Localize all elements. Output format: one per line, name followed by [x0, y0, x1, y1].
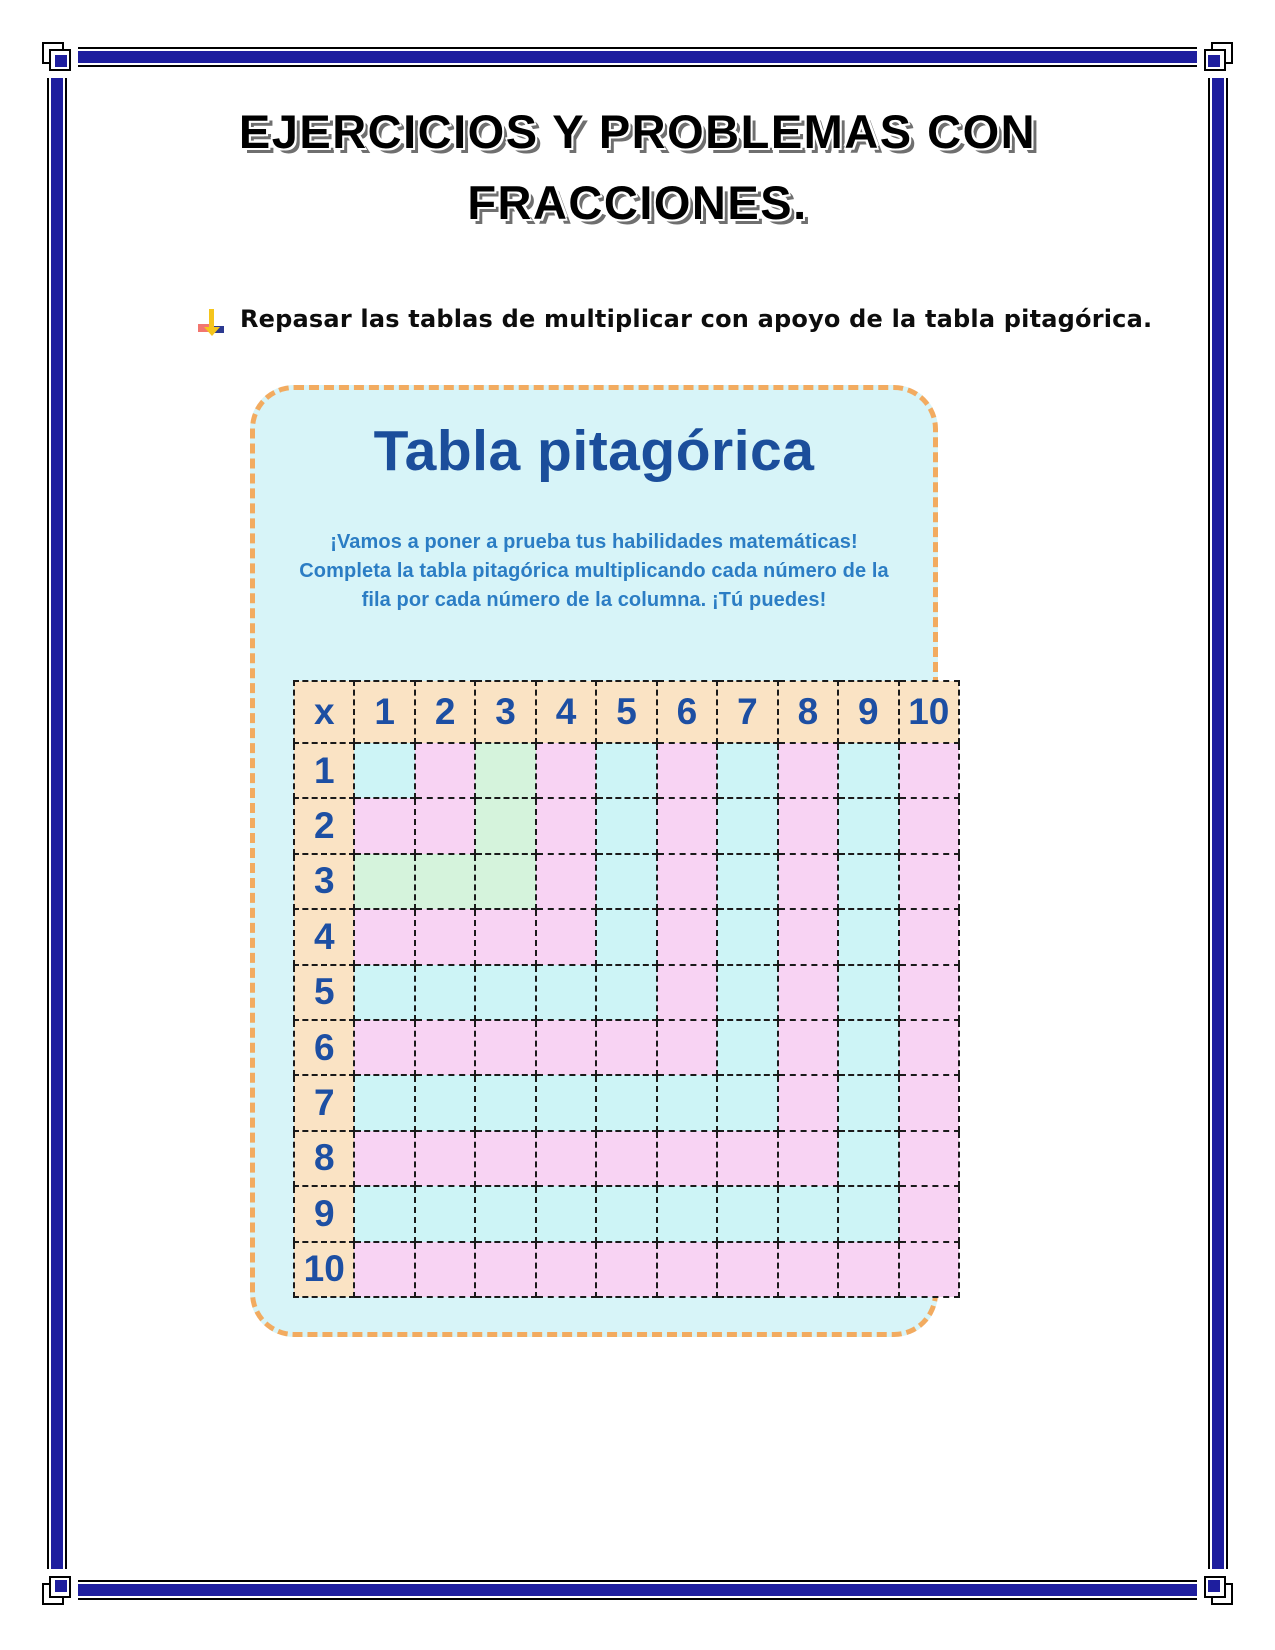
grid-cell [778, 1075, 838, 1130]
grid-cell [778, 743, 838, 798]
grid-cell [536, 743, 596, 798]
grid-cell [354, 854, 414, 909]
grid-cell [657, 1242, 717, 1297]
table-header-cell: 5 [596, 681, 656, 743]
grid-cell [778, 1242, 838, 1297]
grid-cell [657, 743, 717, 798]
table-header-cell: x [294, 681, 354, 743]
page-border-left [47, 78, 67, 1569]
grid-cell [778, 854, 838, 909]
grid-cell [899, 798, 959, 853]
grid-cell [354, 1242, 414, 1297]
grid-cell [475, 1186, 535, 1241]
table-row [294, 1242, 959, 1297]
grid-cell [415, 1075, 475, 1130]
table-header-cell: 7 [294, 1075, 354, 1130]
grid-cell [657, 909, 717, 964]
grid-cell [354, 1186, 414, 1241]
grid-cell [899, 1186, 959, 1241]
grid-cell [899, 854, 959, 909]
grid-cell [415, 743, 475, 798]
table-header-cell: 8 [778, 681, 838, 743]
grid-cell [596, 798, 656, 853]
grid-cell [415, 909, 475, 964]
grid-cell [596, 1242, 656, 1297]
grid-cell [899, 743, 959, 798]
grid-cell [475, 798, 535, 853]
grid-cell [657, 1186, 717, 1241]
table-row [294, 743, 959, 798]
frame-corner-ornament [1199, 42, 1233, 76]
grid-cell [536, 1242, 596, 1297]
grid-cell [596, 854, 656, 909]
grid-cell [717, 1131, 777, 1186]
grid-cell [536, 909, 596, 964]
pythagorean-table [293, 680, 960, 1298]
table-header-cell: 2 [294, 798, 354, 853]
grid-cell [475, 854, 535, 909]
grid-cell [717, 798, 777, 853]
grid-cell [778, 1186, 838, 1241]
grid-cell [415, 798, 475, 853]
grid-cell [354, 1020, 414, 1075]
grid-cell [778, 1020, 838, 1075]
page-title-line2: FRACCIONES. [467, 176, 808, 229]
grid-cell [354, 743, 414, 798]
grid-cell [899, 1075, 959, 1130]
grid-cell [354, 798, 414, 853]
table-header-cell: 9 [294, 1186, 354, 1241]
grid-cell [717, 1020, 777, 1075]
grid-cell [536, 1131, 596, 1186]
grid-cell [475, 1242, 535, 1297]
table-header-cell: 1 [294, 743, 354, 798]
grid-cell [778, 909, 838, 964]
grid-cell [899, 1020, 959, 1075]
grid-cell [778, 965, 838, 1020]
grid-cell [415, 1020, 475, 1075]
grid-cell [415, 1242, 475, 1297]
grid-cell [717, 743, 777, 798]
grid-cell [354, 965, 414, 1020]
grid-cell [354, 1131, 414, 1186]
grid-cell [778, 798, 838, 853]
grid-cell [717, 854, 777, 909]
table-row [294, 1075, 959, 1130]
card-title: Tabla pitagórica [373, 419, 815, 483]
grid-cell [899, 909, 959, 964]
grid-cell [536, 1075, 596, 1130]
grid-cell [415, 965, 475, 1020]
grid-cell [475, 909, 535, 964]
table-header-cell: 6 [657, 681, 717, 743]
table-header-cell: 3 [475, 681, 535, 743]
page-title [0, 96, 1275, 238]
table-header-cell: 10 [294, 1242, 354, 1297]
card-subtitle: ¡Vamos a poner a prueba tus habilidades matemáticas! Completa la tabla pitagórica multiplicando cada número de la fila por cada número de la columna. ¡Tú puedes! [299, 531, 889, 611]
table-header-cell: 5 [294, 965, 354, 1020]
grid-cell [536, 854, 596, 909]
grid-cell [596, 909, 656, 964]
page-title-line1: EJERCICIOS Y PROBLEMAS CON [238, 105, 1037, 158]
grid-cell [899, 1131, 959, 1186]
bullet-item [198, 303, 1152, 337]
table-header-row [294, 681, 959, 743]
grid-cell [596, 1186, 656, 1241]
grid-cell [475, 1020, 535, 1075]
grid-cell [596, 743, 656, 798]
bullet-text: Repasar las tablas de multiplicar con apoyo de la tabla pitagórica. [240, 305, 1153, 333]
table-header-cell: 2 [415, 681, 475, 743]
table-header-cell: 4 [536, 681, 596, 743]
grid-cell [838, 743, 898, 798]
grid-cell [717, 1242, 777, 1297]
page-border-bottom [78, 1580, 1197, 1600]
grid-cell [596, 1131, 656, 1186]
page-border-top [78, 47, 1197, 67]
table-row [294, 798, 959, 853]
grid-cell [838, 1075, 898, 1130]
table-row [294, 1020, 959, 1075]
table-header-cell: 7 [717, 681, 777, 743]
grid-cell [778, 1131, 838, 1186]
grid-cell [717, 1186, 777, 1241]
grid-cell [838, 1131, 898, 1186]
table-row [294, 1186, 959, 1241]
frame-corner-ornament [1199, 1571, 1233, 1605]
grid-cell [415, 1186, 475, 1241]
grid-cell [657, 965, 717, 1020]
grid-cell [657, 1075, 717, 1130]
table-header-cell: 6 [294, 1020, 354, 1075]
grid-cell [838, 965, 898, 1020]
table-header-cell: 10 [899, 681, 959, 743]
table-header-cell: 1 [354, 681, 414, 743]
grid-cell [536, 798, 596, 853]
grid-cell [717, 909, 777, 964]
grid-cell [899, 965, 959, 1020]
grid-cell [475, 1075, 535, 1130]
grid-cell [415, 1131, 475, 1186]
grid-cell [717, 965, 777, 1020]
grid-cell [657, 1020, 717, 1075]
table-row [294, 965, 959, 1020]
grid-cell [596, 1020, 656, 1075]
grid-cell [475, 965, 535, 1020]
grid-cell [596, 965, 656, 1020]
grid-cell [657, 798, 717, 853]
grid-cell [838, 798, 898, 853]
grid-cell [354, 909, 414, 964]
grid-cell [596, 1075, 656, 1130]
grid-cell [838, 1186, 898, 1241]
grid-cell [475, 743, 535, 798]
grid-cell [838, 854, 898, 909]
page-border-right [1208, 78, 1228, 1569]
table-header-cell: 8 [294, 1131, 354, 1186]
grid-cell [475, 1131, 535, 1186]
grid-cell [838, 909, 898, 964]
grid-cell [657, 1131, 717, 1186]
grid-cell [717, 1075, 777, 1130]
grid-cell [838, 1020, 898, 1075]
grid-cell [657, 854, 717, 909]
grid-cell [354, 1075, 414, 1130]
table-row [294, 854, 959, 909]
frame-corner-ornament [42, 42, 76, 76]
table-row [294, 1131, 959, 1186]
table-header-cell: 4 [294, 909, 354, 964]
table-row [294, 909, 959, 964]
table-header-cell: 3 [294, 854, 354, 909]
grid-cell [899, 1242, 959, 1297]
arrow-marker-icon [198, 307, 224, 337]
grid-cell [536, 1020, 596, 1075]
frame-corner-ornament [42, 1571, 76, 1605]
grid-cell [415, 854, 475, 909]
grid-cell [838, 1242, 898, 1297]
grid-cell [536, 1186, 596, 1241]
pythagorean-card [250, 385, 950, 1337]
grid-cell [536, 965, 596, 1020]
table-header-cell: 9 [838, 681, 898, 743]
